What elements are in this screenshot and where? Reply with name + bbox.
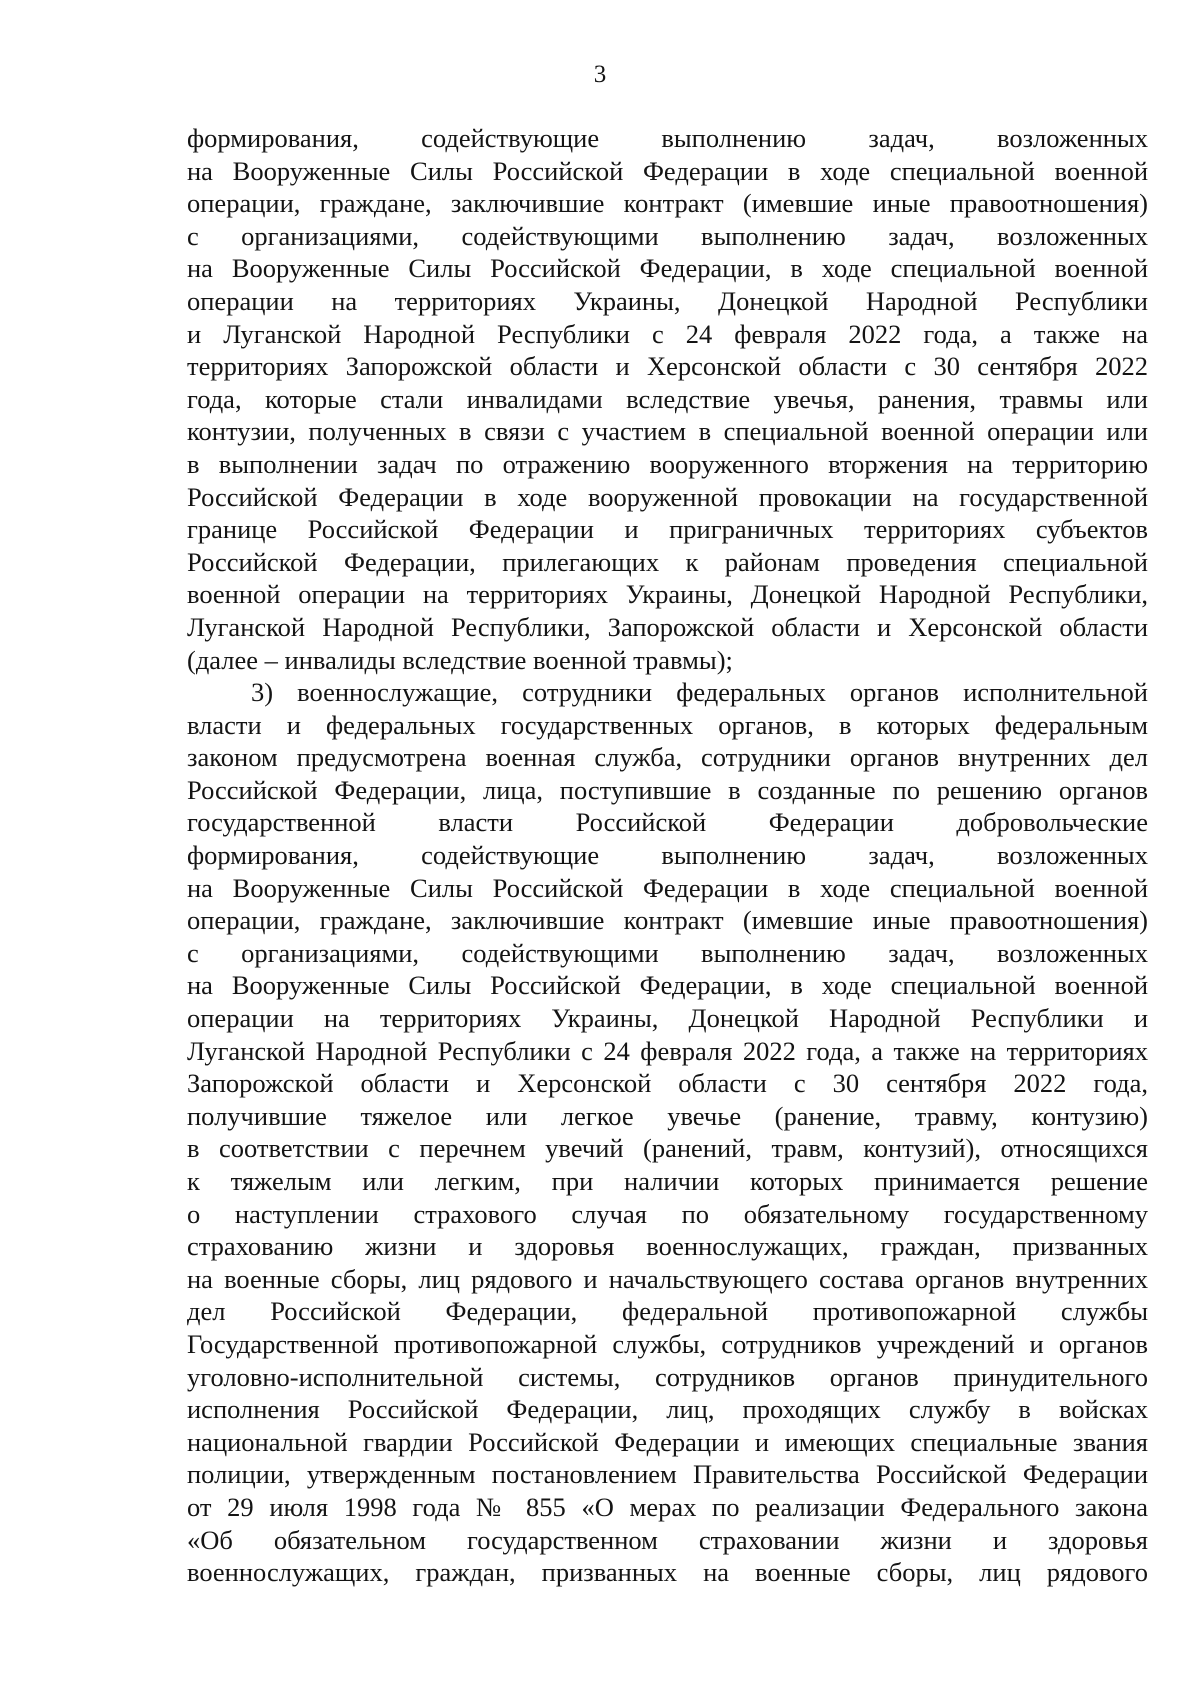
document-body [187,122,1148,1589]
text-line: с организациями, содействующими выполнению задач, возложенных [187,937,1148,968]
text-line: страхованию жизни и здоровья военнослужащих, граждан, призванных [187,1231,1148,1262]
text-line: национальной гвардии Российской Федерации и имеющих специальные звания [187,1426,1148,1457]
text-line: на Вооруженные Силы Российской Федерации, в ходе специальной военной [187,253,1148,284]
text-line: власти и федеральных государственных органов, в которых федеральным [187,709,1148,740]
text-line: Российской Федерации, прилегающих к районам проведения специальной [187,546,1148,577]
text-line: уголовно-исполнительной системы, сотрудников органов принудительного [187,1361,1148,1392]
text-line: операции, граждане, заключившие контракт (имевшие иные правоотношения) [187,905,1148,936]
text-line: дел Российской Федерации, федеральной противопожарной службы [187,1296,1148,1327]
text-line: получившие тяжелое или легкое увечье (ранение, травму, контузию) [187,1100,1148,1131]
text-line: в выполнении задач по отражению вооруженного вторжения на территорию [187,448,1148,479]
text-line: территориях Запорожской области и Херсонской области с 30 сентября 2022 [187,351,1148,382]
text-line: и Луганской Народной Республики с 24 февраля 2022 года, а также на [187,318,1148,349]
text-line: на военные сборы, лиц рядового и начальствующего состава органов внутренних [187,1263,1148,1294]
text-line: государственной власти Российской Федерации добровольческие [187,807,1148,838]
text-line: с организациями, содействующими выполнению задач, возложенных [187,220,1148,251]
text-line: Российской Федерации, лица, поступившие в созданные по решению органов [187,774,1148,805]
text-line: исполнения Российской Федерации, лиц, проходящих службу в войсках [187,1394,1148,1425]
text-line: Луганской Народной Республики, Запорожской области и Херсонской области [187,611,1148,642]
text-line: Российской Федерации в ходе вооруженной провокации на государственной [187,481,1148,512]
text-line: Государственной противопожарной службы, сотрудников учреждений и органов [187,1328,1148,1359]
text-line: о наступлении страхового случая по обязательному государственному [187,1198,1148,1229]
text-line: формирования, содействующие выполнению задач, возложенных [187,840,1148,871]
page-number: 3 [593,61,607,88]
text-line: Луганской Народной Республики с 24 февраля 2022 года, а также на территориях [187,1035,1148,1066]
text-line: Запорожской области и Херсонской области с 30 сентября 2022 года, [187,1068,1148,1099]
text-line: на Вооруженные Силы Российской Федерации, в ходе специальной военной [187,970,1148,1001]
text-line: на Вооруженные Силы Российской Федерации в ходе специальной военной [187,155,1148,186]
text-line: полиции, утвержденным постановлением Правительства Российской Федерации [187,1459,1148,1490]
text-line: военнослужащих, граждан, призванных на военные сборы, лиц рядового [187,1557,1148,1588]
text-line: законом предусмотрена военная служба, сотрудники органов внутренних дел [187,742,1148,773]
text-line: года, которые стали инвалидами вследствие увечья, ранения, травмы или [187,383,1148,414]
text-line: к тяжелым или легким, при наличии которых принимается решение [187,1166,1148,1196]
paragraph-continuation [187,122,1148,676]
text-line: операции на территориях Украины, Донецкой Народной Республики и [187,1003,1148,1034]
text-line: на Вооруженные Силы Российской Федерации в ходе специальной военной [187,872,1148,903]
text-line: «Об обязательном государственном страховании жизни и здоровья [187,1524,1148,1555]
text-line: военной операции на территориях Украины, Донецкой Народной Республики, [187,579,1148,610]
text-line: 3) военнослужащие, сотрудники федеральных органов исполнительной [251,677,1148,708]
text-line: от 29 июля 1998 года № 855 «О мерах по реализации Федерального закона [187,1491,1148,1522]
text-line: (далее – инвалиды вследствие военной травмы); [187,644,733,675]
text-line: в соответствии с перечнем увечий (ранений, травм, контузий), относящихся [187,1133,1148,1164]
paragraph-item-3 [187,676,1148,1589]
text-line: формирования, содействующие выполнению задач, возложенных [187,123,1148,153]
text-line: границе Российской Федерации и приграничных территориях субъектов [187,514,1148,545]
text-line: операции, граждане, заключившие контракт (имевшие иные правоотношения) [187,188,1148,219]
text-line: контузии, полученных в связи с участием в специальной военной операции или [187,416,1148,447]
text-line: операции на территориях Украины, Донецкой Народной Республики [187,285,1148,316]
